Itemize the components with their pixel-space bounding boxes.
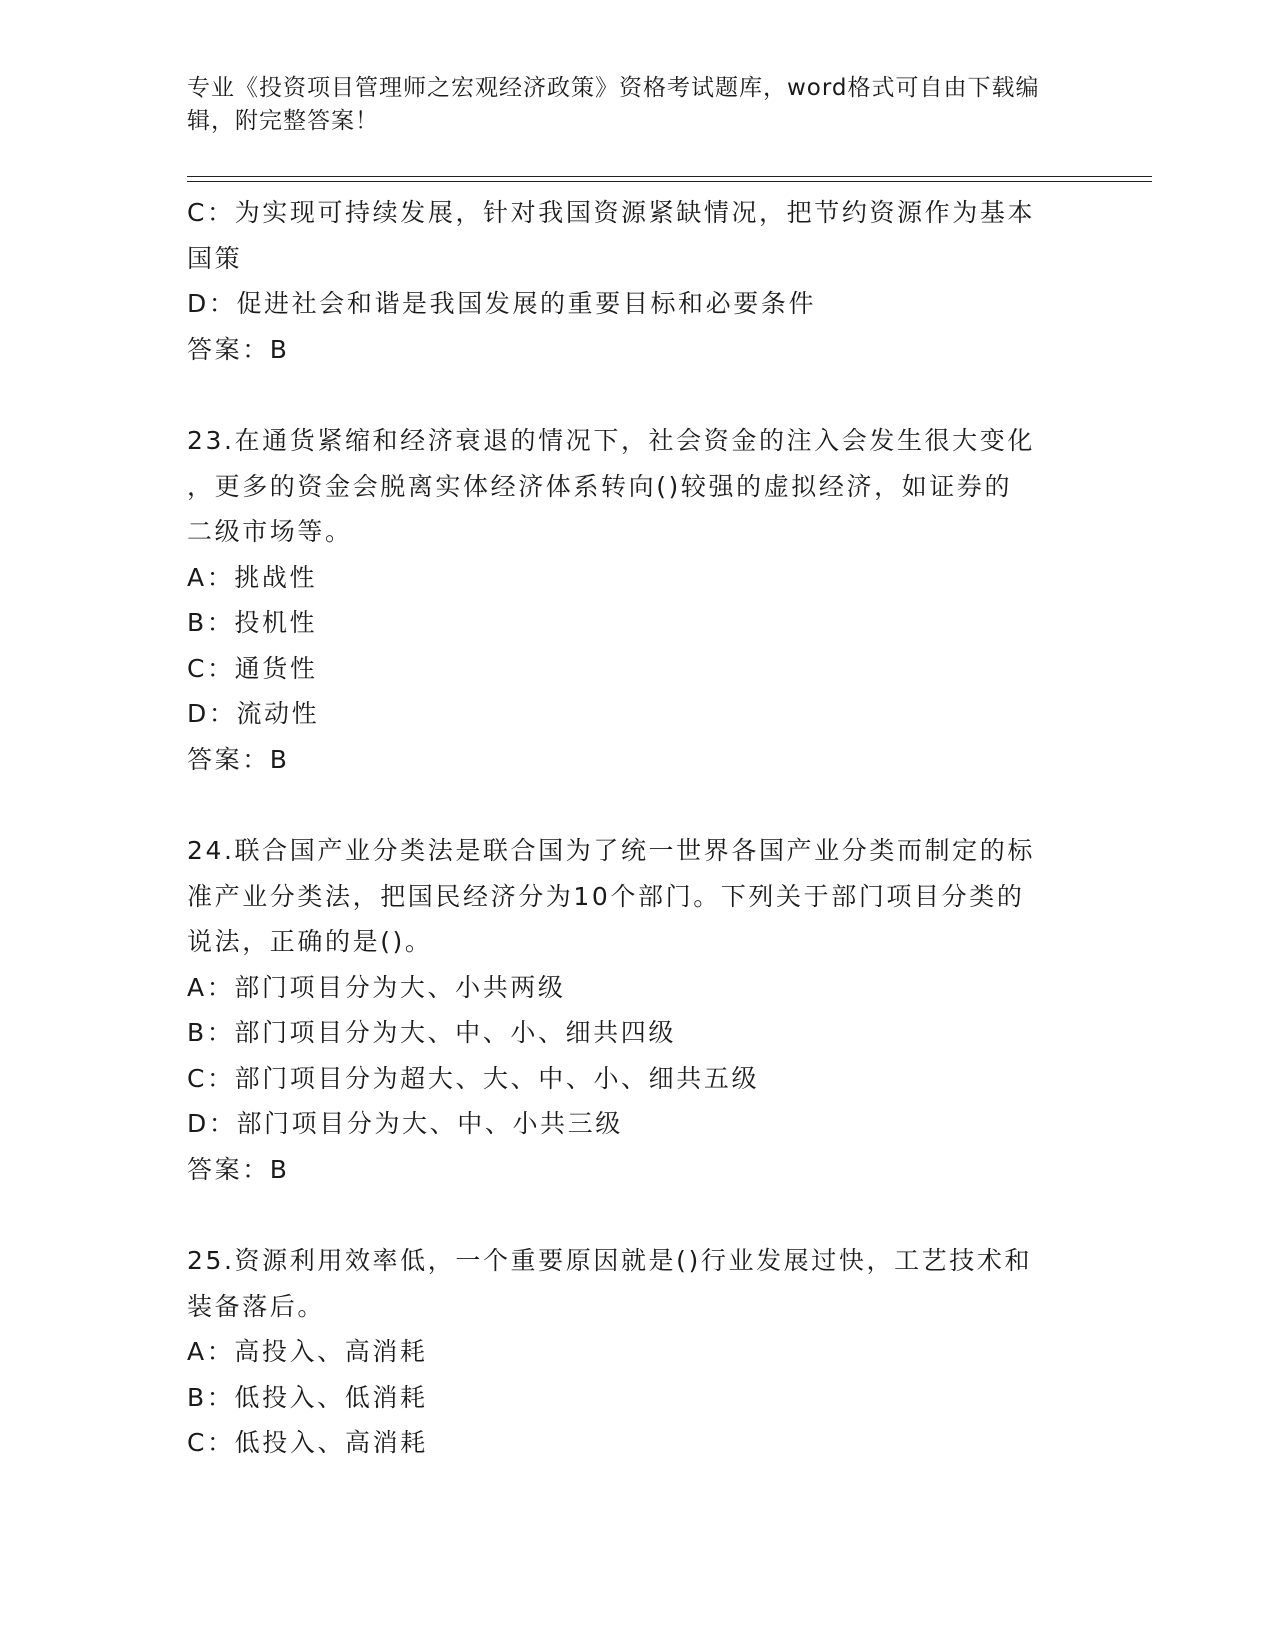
question-block-prev [187, 190, 1077, 372]
header-divider-bottom [187, 181, 1152, 182]
option-c: C：低投入、高消耗 [187, 1428, 428, 1457]
question-stem-line-3: 说法，正确的是()。 [187, 927, 433, 956]
question-block-24 [187, 828, 1077, 1192]
spacer [187, 372, 1077, 418]
question-stem-line-2: 装备落后。 [187, 1291, 326, 1321]
question-stem-line-3: 二级市场等。 [187, 517, 353, 546]
header-line-1: 专业《投资项目管理师之宏观经济政策》资格考试题库，word格式可自由下载编 [187, 75, 1040, 101]
option-a: A：挑战性 [187, 562, 318, 592]
option-a: A：部门项目分为大、小共两级 [187, 972, 566, 1002]
question-stem-line-1: 25.资源利用效率低，一个重要原因就是()行业发展过快，工艺技术和 [187, 1246, 1033, 1275]
option-b: B：低投入、低消耗 [187, 1382, 428, 1412]
header-line-2: 辑，附完整答案！ [187, 108, 379, 134]
option-c: C：部门项目分为超大、大、中、小、细共五级 [187, 1063, 760, 1093]
spacer [187, 782, 1077, 828]
header-divider-top [187, 176, 1152, 177]
answer: 答案：B [187, 334, 290, 364]
question-stem-line-1: 23.在通货紧缩和经济衰退的情况下，社会资金的注入会发生很大变化 [187, 426, 1035, 455]
question-block-23 [187, 418, 1077, 782]
option-d: D：部门项目分为大、中、小共三级 [187, 1109, 623, 1138]
answer: 答案：B [187, 1154, 290, 1184]
option-d: D：流动性 [187, 699, 320, 728]
answer: 答案：B [187, 744, 290, 774]
document-header [187, 72, 1087, 138]
option-a: A：高投入、高消耗 [187, 1337, 428, 1366]
question-block-25 [187, 1238, 1077, 1466]
option-c: C：通货性 [187, 653, 318, 683]
question-stem-line-2: ，更多的资金会脱离实体经济体系转向()较强的虚拟经济，如证券的 [187, 471, 1013, 501]
option-c-line-1: C：为实现可持续发展，针对我国资源紧缺情况，把节约资源作为基本 [187, 198, 1036, 227]
option-b: B：投机性 [187, 608, 318, 637]
question-stem-line-2: 准产业分类法，把国民经济分为10个部门。下列关于部门项目分类的 [187, 881, 1025, 911]
option-c-line-2: 国策 [187, 243, 243, 273]
option-d: D：促进社会和谐是我国发展的重要目标和必要条件 [187, 289, 817, 318]
option-b: B：部门项目分为大、中、小、细共四级 [187, 1018, 676, 1047]
question-stem-line-1: 24.联合国产业分类法是联合国为了统一世界各国产业分类而制定的标 [187, 836, 1035, 865]
spacer [187, 1192, 1077, 1238]
question-list [187, 190, 1077, 1466]
